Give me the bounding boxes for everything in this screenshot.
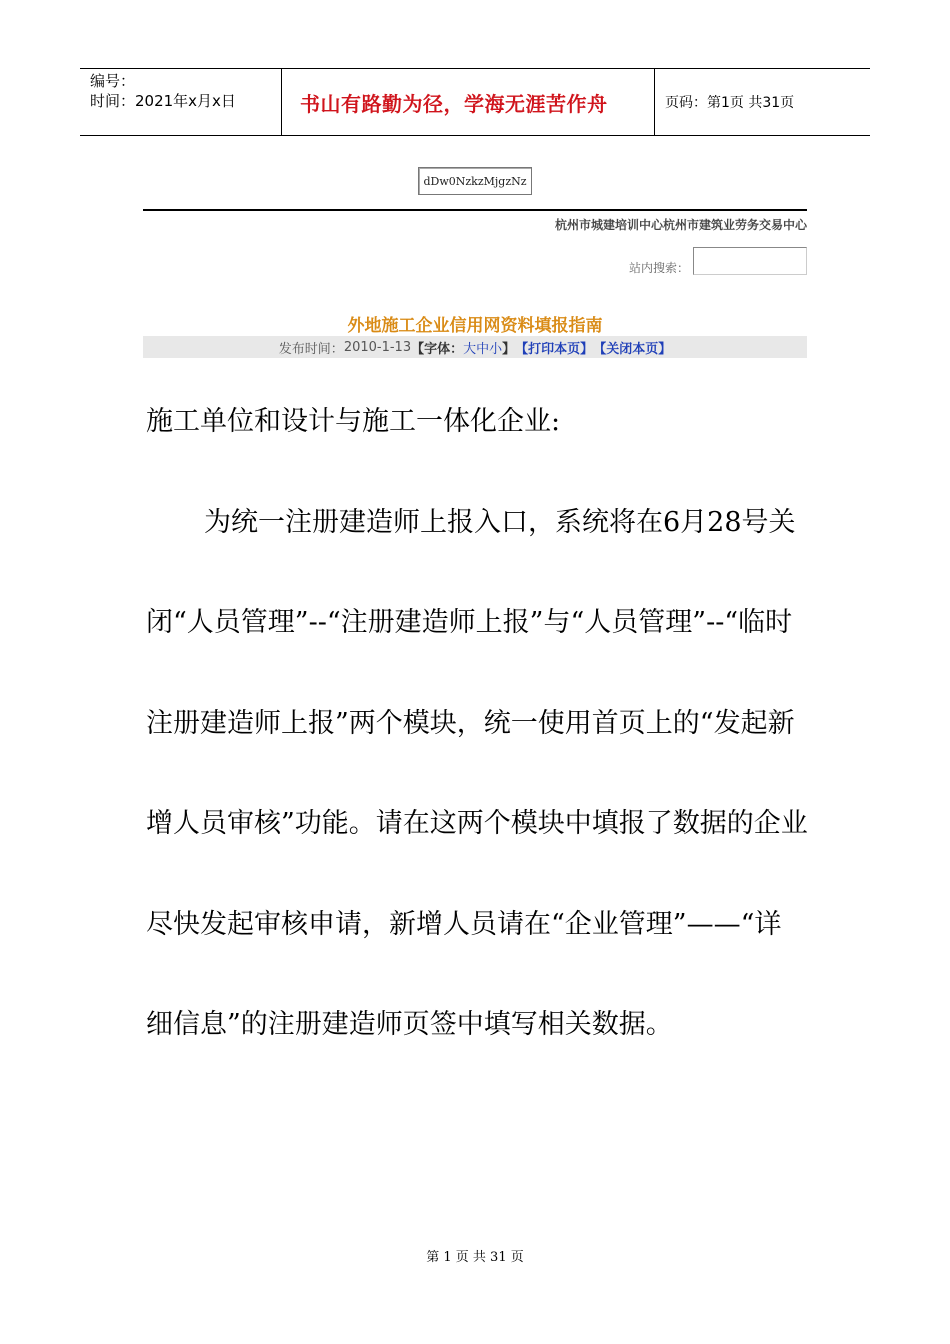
header-meta-cell	[80, 69, 282, 135]
document-header	[80, 68, 870, 136]
article-meta-bar	[143, 336, 807, 358]
divider-rule	[143, 209, 807, 211]
page-info: 页码：第1页 共31页	[665, 95, 795, 111]
salutation: 施工单位和设计与施工一体化企业:	[146, 406, 561, 437]
print-page-link[interactable]: 【打印本页】	[515, 341, 594, 357]
publish-date: 2010-1-13	[343, 339, 412, 355]
font-size-large[interactable]: 大	[463, 341, 477, 357]
site-search	[629, 245, 807, 276]
font-size-close: 】	[502, 341, 516, 357]
font-size-medium[interactable]: 中	[476, 341, 490, 357]
publish-label: 发布时间：	[278, 341, 344, 357]
body-paragraph: 为统一注册建造师上报入口，系统将在6月28号关闭“人员管理”--“注册建造师上报”与“人员管理”--“临时注册建造师上报”两个模块，统一使用首页上的“发起新增人员审核”功能。请在这两个模块中填报了数据的企业尽快发起审核申请，新增人员请在“企业管理”——“详细信息”的注册建造师页签中填写相关数据。	[146, 506, 808, 1040]
search-label: 站内搜索：	[628, 261, 689, 275]
number-label: 编号：	[90, 72, 136, 90]
font-size-label: 【字体：	[411, 341, 464, 357]
search-input[interactable]	[693, 247, 807, 275]
font-size-small[interactable]: 小	[489, 341, 503, 357]
article-title: 外地施工企业信用网资料填报指南	[347, 316, 603, 336]
time-label: 时间：2021年x月x日	[90, 92, 236, 110]
page-footer: 第 1 页 共 31 页	[426, 1250, 524, 1265]
motto: 书山有路勤为径，学海无涯苦作舟	[282, 69, 655, 135]
close-page-link[interactable]: 【关闭本页】	[593, 341, 672, 357]
code-box: dDw0NzkzMjgzNz	[418, 167, 532, 195]
org-name: 杭州市城建培训中心杭州市建筑业劳务交易中心	[554, 218, 807, 232]
article-body	[146, 372, 808, 1076]
